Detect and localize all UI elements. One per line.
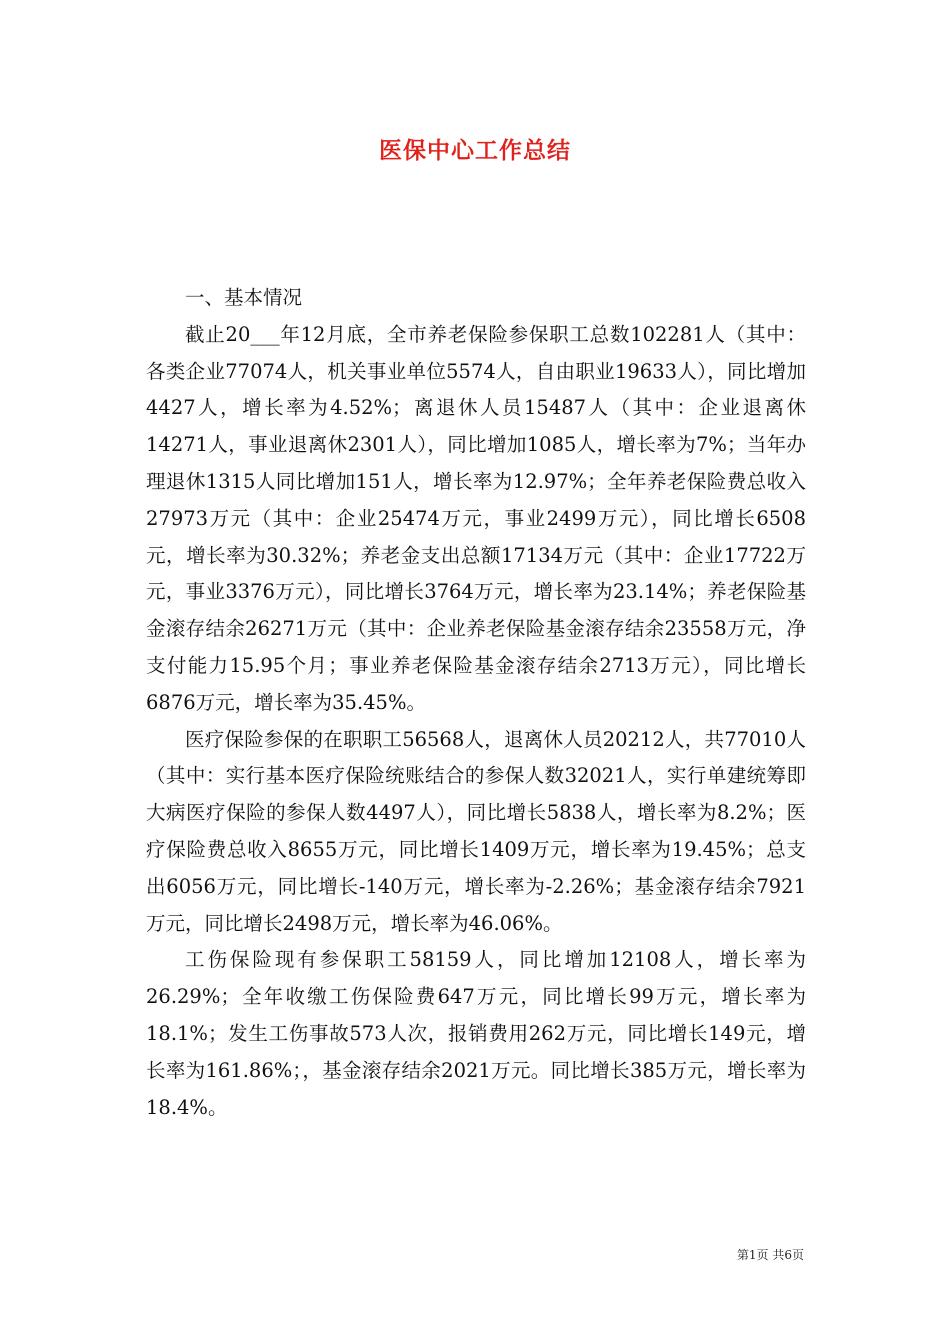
document-body [146,280,806,1126]
paragraph-injury: 工伤保险现有参保职工58159人，同比增加12108人，增长率为26.29%；全年收缴工伤保险费647万元，同比增长99万元，增长率为18.1%；发生工伤事故573人次，报销费用262万元，同比增长149元，增长率为161.86%；，基金滚存结余2021万元。同比增长385万元，增长率为18.4%。 [146,948,806,1119]
paragraph-pension: 截止20___年12月底，全市养老保险参保职工总数102281人（其中：各类企业77074人，机关事业单位5574人，自由职业19633人），同比增加4427人，增长率为4.52%；离退休人员15487人（其中：企业退离休14271人，事业退离休2301人），同比增加1085人，增长率为7%；当年办理退休1315人同比增加151人，增长率为12.97%；全年养老保险费总收入27973万元（其中：企业25474万元，事业2499万元），同比增长6508元，增长率为30.32%；养老金支出总额17134万元（其中：企业17722万元，事业3376万元），同比增长3764万元，增长率为23.14%；养老保险基金滚存结余26271万元（其中：企业养老保险基金滚存结余23558万元，净支付能力15.95个月；事业养老保险基金滚存结余2713万元），同比增长6876万元，增长率为35.45%。 [146,322,806,714]
document-title: 医保中心工作总结 [379,137,571,164]
section-heading: 一、基本情况 [185,286,303,309]
paragraph-medical: 医疗保险参保的在职职工56568人，退离休人员20212人，共77010人（其中：实行基本医疗保险统账结合的参保人数32021人，实行单建统筹即大病医疗保险的参保人数4497人），同比增长5838人，增长率为8.2%；医疗保险费总收入8655万元，同比增长1409万元，增长率为19.45%；总支出6056万元，同比增长-140万元，增长率为-2.26%；基金滚存结余7921万元，同比增长2498万元，增长率为46.06%。 [146,727,806,935]
page-number: 第1页 共6页 [736,1248,804,1262]
